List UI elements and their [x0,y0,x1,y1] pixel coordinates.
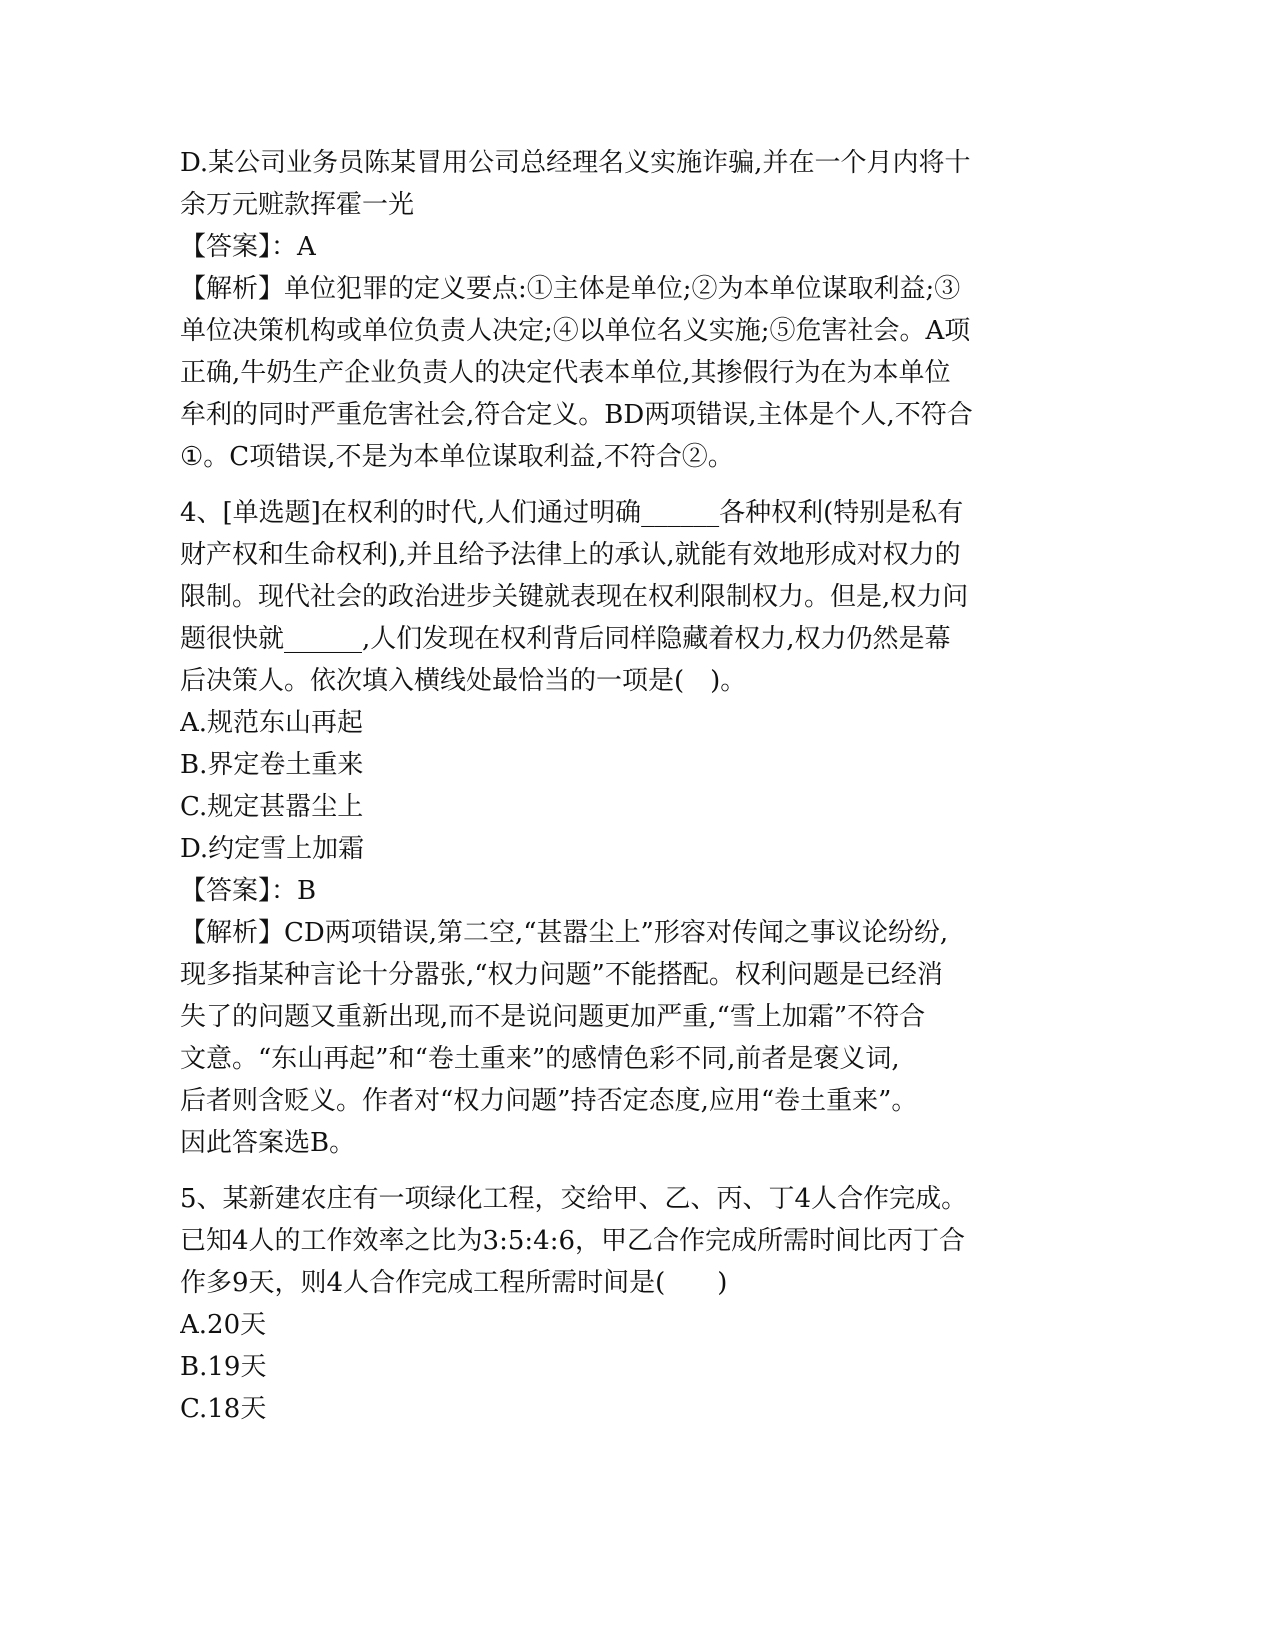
text-line: 已知4人的工作效率之比为3:5:4:6，甲乙合作完成所需时间比丙丁合 [180,1226,965,1256]
question-5-option-a: A.20天 [180,1310,267,1340]
text-line: D.某公司业务员陈某冒用公司总经理名义实施诈骗,并在一个月内将十 [180,148,971,178]
text-line: 题很快就______,人们发现在权利背后同样隐藏着权力,权力仍然是幕 [180,624,951,654]
text-line: 因此答案选B。 [180,1128,356,1158]
question-4 [180,492,1060,1164]
spacer [180,478,1060,492]
text-line: 后决策人。依次填入横线处最恰当的一项是( )。 [180,666,747,696]
prev-question-answer: 【答案】：A [180,232,316,262]
question-4-option-d: D.约定雪上加霜 [180,834,365,864]
question-4-analysis [180,912,1060,1164]
document-page [180,142,1060,1430]
text-line: 4、[单选题]在权利的时代,人们通过明确______各种权利(特别是私有 [180,498,964,528]
question-4-option-b: B.界定卷土重来 [180,750,364,780]
text-line: 现多指某种言论十分嚣张,“权力问题”不能搭配。权利问题是已经消 [180,960,943,990]
text-line: 牟利的同时严重危害社会,符合定义。BD两项错误,主体是个人,不符合 [180,400,973,430]
question-5-option-c: C.18天 [180,1394,267,1424]
question-5-option-b: B.19天 [180,1352,267,1382]
prev-question-analysis [180,268,1060,478]
text-line: 单位决策机构或单位负责人决定;④以单位名义实施;⑤危害社会。A项 [180,316,971,346]
text-line: 【解析】CD两项错误,第二空,“甚嚣尘上”形容对传闻之事议论纷纷, [180,918,949,948]
text-line: 【解析】单位犯罪的定义要点:①主体是单位;②为本单位谋取利益;③ [180,274,961,304]
text-line: 余万元赃款挥霍一光 [180,190,415,220]
question-4-answer: 【答案】：B [180,876,317,906]
question-4-stem [180,492,1060,702]
text-line: 后者则含贬义。作者对“权力问题”持否定态度,应用“卷土重来”。 [180,1086,918,1116]
question-5-stem [180,1178,1060,1304]
prev-question-option-d [180,142,1060,226]
text-line: 作多9天，则4人合作完成工程所需时间是( ) [180,1268,728,1298]
text-line: 5、某新建农庄有一项绿化工程，交给甲、乙、丙、丁4人合作完成。 [180,1184,968,1214]
text-line: 财产权和生命权利),并且给予法律上的承认,就能有效地形成对权力的 [180,540,961,570]
question-4-option-a: A.规范东山再起 [180,708,364,738]
question-4-option-c: C.规定甚嚣尘上 [180,792,364,822]
text-line: 限制。现代社会的政治进步关键就表现在权利限制权力。但是,权力问 [180,582,969,612]
text-line: ①。C项错误,不是为本单位谋取利益,不符合②。 [180,442,734,472]
text-line: 正确,牛奶生产企业负责人的决定代表本单位,其掺假行为在为本单位 [180,358,951,388]
question-5 [180,1178,1060,1430]
text-line: 文意。“东山再起”和“卷土重来”的感情色彩不同,前者是褒义词, [180,1044,900,1074]
spacer [180,1164,1060,1178]
text-line: 失了的问题又重新出现,而不是说问题更加严重,“雪上加霜”不符合 [180,1002,926,1032]
